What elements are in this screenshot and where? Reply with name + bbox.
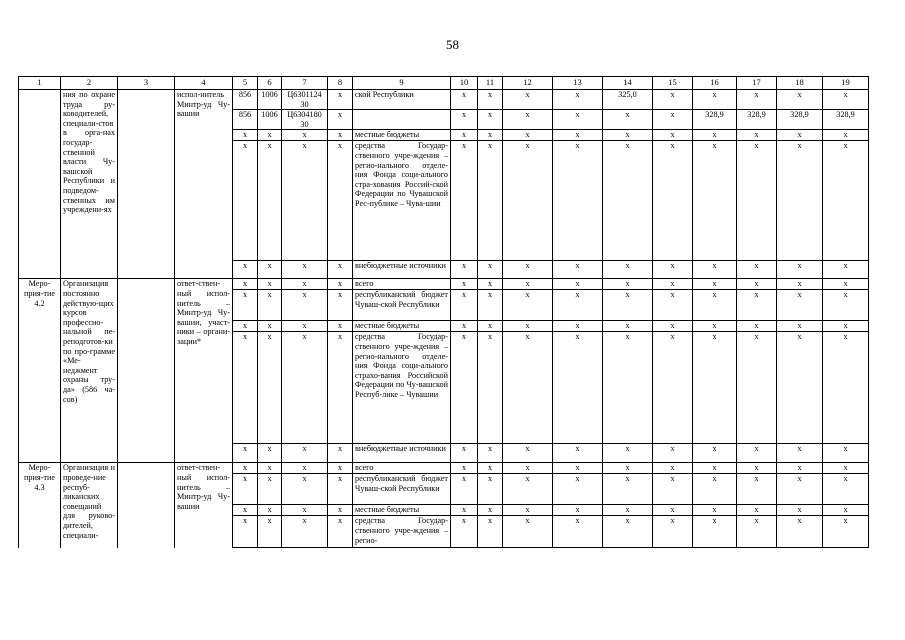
value-cell: x (777, 261, 823, 279)
value-cell: x (603, 279, 653, 290)
funding-source-cell: внебюджетные источники (353, 261, 451, 279)
value-cell: x (282, 444, 328, 463)
page-number: 58 (446, 37, 459, 52)
funding-source-cell (353, 110, 451, 130)
value-cell: x (777, 279, 823, 290)
value-cell: x (553, 321, 603, 332)
value-cell: x (603, 141, 653, 261)
value-cell: x (693, 474, 737, 505)
value-cell: x (823, 463, 869, 474)
value-cell: x (553, 90, 603, 110)
value-cell: x (282, 516, 328, 548)
value-cell: x (603, 444, 653, 463)
value-cell: x (478, 474, 503, 505)
value-cell: x (653, 141, 693, 261)
value-cell: x (777, 474, 823, 505)
value-cell: x (451, 444, 478, 463)
value-cell: x (451, 130, 478, 141)
value-cell: x (451, 290, 478, 321)
value-cell: x (258, 261, 282, 279)
value-cell: x (737, 516, 777, 548)
column-number: 8 (328, 77, 353, 90)
value-cell: x (233, 516, 258, 548)
funding-source-cell: республиканский бюджет Чуваш-ской Республики (353, 290, 451, 321)
value-cell: x (553, 505, 603, 516)
value-cell: x (328, 279, 353, 290)
value-cell: x (777, 505, 823, 516)
value-cell: x (823, 290, 869, 321)
value-cell: 1006 (258, 90, 282, 110)
value-cell: x (282, 474, 328, 505)
value-cell: x (603, 130, 653, 141)
funding-source-cell: средства Государ-ственного учре-ждения – регио-нального отделе-ния Фонда соци-ального стра-хования Россий-ской Федерации по Чувашской Рес-публике – Чува-шии (353, 141, 451, 261)
value-cell: x (328, 141, 353, 261)
value-cell: x (653, 474, 693, 505)
value-cell: x (693, 321, 737, 332)
column-number: 9 (353, 77, 451, 90)
value-cell: x (737, 463, 777, 474)
column-number: 1 (19, 77, 61, 90)
column-number: 7 (282, 77, 328, 90)
value-cell: x (503, 130, 553, 141)
value-cell: x (693, 90, 737, 110)
value-cell: x (478, 290, 503, 321)
value-cell: x (478, 463, 503, 474)
value-cell: x (653, 279, 693, 290)
value-cell: x (653, 444, 693, 463)
value-cell: x (451, 90, 478, 110)
table-row (19, 279, 869, 290)
value-cell: x (653, 321, 693, 332)
value-cell: x (478, 444, 503, 463)
value-cell: x (737, 141, 777, 261)
value-cell: x (603, 505, 653, 516)
funding-source-cell: всего (353, 279, 451, 290)
value-cell: x (258, 332, 282, 444)
table-row (19, 90, 869, 110)
value-cell: x (777, 90, 823, 110)
value-cell: x (503, 290, 553, 321)
value-cell: x (451, 279, 478, 290)
value-cell: 325,0 (603, 90, 653, 110)
value-cell: x (451, 516, 478, 548)
value-cell: 328,9 (823, 110, 869, 130)
value-cell: x (478, 130, 503, 141)
value-cell: x (451, 261, 478, 279)
value-cell: x (603, 463, 653, 474)
funding-source-cell: ской Республики (353, 90, 451, 110)
value-cell: x (233, 290, 258, 321)
column-number: 19 (823, 77, 869, 90)
value-cell: x (328, 290, 353, 321)
column-number-row (19, 77, 869, 90)
value-cell: x (451, 332, 478, 444)
value-cell: x (603, 290, 653, 321)
funding-source-cell: средства Государ-ственного учре-ждения – регио- (353, 516, 451, 548)
value-cell: x (503, 474, 553, 505)
column-number: 12 (503, 77, 553, 90)
value-cell: x (478, 141, 503, 261)
value-cell: x (503, 279, 553, 290)
value-cell: x (233, 130, 258, 141)
column-number: 13 (553, 77, 603, 90)
value-cell: x (233, 321, 258, 332)
value-cell: x (737, 90, 777, 110)
value-cell: x (603, 261, 653, 279)
value-cell: 856 (233, 90, 258, 110)
value-cell: x (823, 90, 869, 110)
column-number: 2 (61, 77, 118, 90)
value-cell: x (553, 261, 603, 279)
value-cell: x (328, 474, 353, 505)
program-table (18, 76, 869, 548)
column-number: 3 (118, 77, 175, 90)
value-cell: x (777, 444, 823, 463)
column-number: 14 (603, 77, 653, 90)
value-cell: x (553, 290, 603, 321)
value-cell: x (328, 516, 353, 548)
value-cell: x (328, 110, 353, 130)
value-cell: x (328, 463, 353, 474)
value-cell: x (503, 261, 553, 279)
value-cell: x (258, 516, 282, 548)
value-cell: x (653, 110, 693, 130)
funding-source-cell: средства Государ-ственного учре-ждения – регио-нального отделе-ния Фонда соци-ального страхо-вания Российской Федерации по Чу-вашской Респуб-лике – Чувашии (353, 332, 451, 444)
value-cell: x (823, 444, 869, 463)
value-cell: x (603, 321, 653, 332)
value-cell: x (553, 332, 603, 444)
value-cell: x (503, 110, 553, 130)
value-cell: x (653, 90, 693, 110)
value-cell: x (823, 141, 869, 261)
value-cell: x (328, 261, 353, 279)
value-cell: x (777, 290, 823, 321)
value-cell: x (553, 516, 603, 548)
funding-source-cell: местные бюджеты (353, 321, 451, 332)
value-cell: x (737, 290, 777, 321)
value-cell: x (478, 505, 503, 516)
value-cell: x (553, 463, 603, 474)
value-cell: x (503, 505, 553, 516)
value-cell: 328,9 (777, 110, 823, 130)
value-cell: x (503, 444, 553, 463)
value-cell: x (553, 141, 603, 261)
value-cell: x (737, 444, 777, 463)
value-cell: x (823, 130, 869, 141)
value-cell: 1006 (258, 110, 282, 130)
measure-name: ния по охране труда ру-ководителей, специали-стов в орга-нах государ-ственной власти Чу-вашской Республики и подведом-ственных им учреждени-ях (61, 90, 118, 279)
value-cell: x (258, 474, 282, 505)
column-number: 10 (451, 77, 478, 90)
value-cell: x (478, 110, 503, 130)
column-number: 18 (777, 77, 823, 90)
value-cell: x (653, 516, 693, 548)
value-cell: 328,9 (693, 110, 737, 130)
value-cell: x (478, 321, 503, 332)
value-cell: x (603, 474, 653, 505)
funding-source-cell: всего (353, 463, 451, 474)
empty-cell (118, 90, 175, 279)
column-number: 17 (737, 77, 777, 90)
value-cell: x (478, 90, 503, 110)
value-cell: x (233, 444, 258, 463)
value-cell: x (603, 516, 653, 548)
column-number: 16 (693, 77, 737, 90)
value-cell: x (328, 332, 353, 444)
value-cell: x (328, 130, 353, 141)
value-cell: x (603, 110, 653, 130)
measure-label (19, 90, 61, 279)
value-cell: x (693, 505, 737, 516)
value-cell: x (282, 332, 328, 444)
value-cell: x (693, 516, 737, 548)
value-cell: x (553, 474, 603, 505)
column-number: 5 (233, 77, 258, 90)
value-cell: x (737, 130, 777, 141)
value-cell: x (282, 279, 328, 290)
value-cell: x (328, 90, 353, 110)
value-cell: x (777, 130, 823, 141)
value-cell: x (233, 261, 258, 279)
executor-cell: ответ-ствен-ный испол-нитель – Минтр-уд Чу-вашии, участ-ники – органи-зации* (175, 279, 233, 463)
value-cell: x (233, 463, 258, 474)
value-cell: x (653, 130, 693, 141)
value-cell: x (603, 332, 653, 444)
value-cell: x (693, 463, 737, 474)
value-cell: x (737, 279, 777, 290)
value-cell: x (553, 130, 603, 141)
value-cell: 328,9 (737, 110, 777, 130)
value-cell: x (693, 444, 737, 463)
value-cell: x (258, 321, 282, 332)
value-cell: x (451, 505, 478, 516)
value-cell: x (233, 474, 258, 505)
value-cell: x (553, 279, 603, 290)
measure-name: Организация и проведе-ние респуб-ликанских совещаний для руково-дителей, специали- (61, 463, 118, 548)
value-cell: x (777, 463, 823, 474)
value-cell: x (653, 332, 693, 444)
value-cell: x (282, 290, 328, 321)
value-cell: x (503, 141, 553, 261)
value-cell: x (693, 130, 737, 141)
value-cell: x (777, 332, 823, 444)
funding-source-cell: местные бюджеты (353, 505, 451, 516)
column-number: 4 (175, 77, 233, 90)
value-cell: x (282, 505, 328, 516)
funding-source-cell: местные бюджеты (353, 130, 451, 141)
value-cell: x (823, 516, 869, 548)
executor-cell: испол-нитель Минтр-уд Чу-вашии (175, 90, 233, 279)
measure-label: Меро-прия-тие 4.3 (19, 463, 61, 548)
measure-label: Меро-прия-тие 4.2 (19, 279, 61, 463)
value-cell: x (693, 290, 737, 321)
value-cell: x (503, 463, 553, 474)
value-cell: x (823, 332, 869, 444)
value-cell: x (233, 141, 258, 261)
value-cell: x (451, 474, 478, 505)
measure-name: Организация постоянно действую-щих курсов профессио-нальной пе-реподготов-ки по про-грамме «Ме-неджмент охраны тру-да» (586 ча-сов) (61, 279, 118, 463)
value-cell: x (737, 505, 777, 516)
value-cell: x (328, 321, 353, 332)
value-cell: x (233, 332, 258, 444)
value-cell: x (258, 444, 282, 463)
executor-cell: ответ-ствен-ный испол-нитель – Минтр-уд Чу-вашии (175, 463, 233, 548)
value-cell: x (823, 321, 869, 332)
value-cell: x (653, 261, 693, 279)
value-cell: x (451, 321, 478, 332)
value-cell: x (451, 141, 478, 261)
value-cell: Ц6301124 30 (282, 90, 328, 110)
value-cell: x (503, 332, 553, 444)
value-cell: x (233, 505, 258, 516)
value-cell: x (693, 261, 737, 279)
value-cell: x (258, 463, 282, 474)
value-cell: x (737, 474, 777, 505)
value-cell: x (328, 444, 353, 463)
value-cell: x (282, 463, 328, 474)
value-cell: x (282, 321, 328, 332)
value-cell: x (737, 332, 777, 444)
value-cell: x (503, 321, 553, 332)
value-cell: x (693, 332, 737, 444)
value-cell: x (282, 141, 328, 261)
value-cell: x (737, 321, 777, 332)
column-number: 15 (653, 77, 693, 90)
value-cell: x (478, 516, 503, 548)
column-number: 11 (478, 77, 503, 90)
value-cell: x (282, 261, 328, 279)
value-cell: x (258, 279, 282, 290)
value-cell: x (553, 110, 603, 130)
funding-source-cell: внебюджетные источники (353, 444, 451, 463)
value-cell: x (478, 279, 503, 290)
value-cell: x (823, 505, 869, 516)
value-cell: x (258, 130, 282, 141)
empty-cell (118, 279, 175, 463)
value-cell: x (503, 90, 553, 110)
value-cell: x (258, 290, 282, 321)
value-cell: x (823, 474, 869, 505)
value-cell: x (282, 130, 328, 141)
value-cell: x (553, 444, 603, 463)
value-cell: x (737, 261, 777, 279)
value-cell: x (653, 290, 693, 321)
value-cell: x (693, 141, 737, 261)
value-cell: x (777, 516, 823, 548)
empty-cell (118, 463, 175, 548)
table-row (19, 463, 869, 474)
value-cell: x (823, 261, 869, 279)
value-cell: x (451, 110, 478, 130)
value-cell: x (693, 279, 737, 290)
value-cell: x (328, 505, 353, 516)
column-number: 6 (258, 77, 282, 90)
value-cell: 856 (233, 110, 258, 130)
value-cell: x (823, 279, 869, 290)
value-cell: x (478, 261, 503, 279)
value-cell: x (451, 463, 478, 474)
value-cell: Ц6304180 30 (282, 110, 328, 130)
value-cell: x (503, 516, 553, 548)
value-cell: x (777, 141, 823, 261)
value-cell: x (653, 505, 693, 516)
value-cell: x (258, 505, 282, 516)
value-cell: x (233, 279, 258, 290)
value-cell: x (258, 141, 282, 261)
value-cell: x (478, 332, 503, 444)
value-cell: x (653, 463, 693, 474)
value-cell: x (777, 321, 823, 332)
funding-source-cell: республиканский бюджет Чуваш-ской Республики (353, 474, 451, 505)
